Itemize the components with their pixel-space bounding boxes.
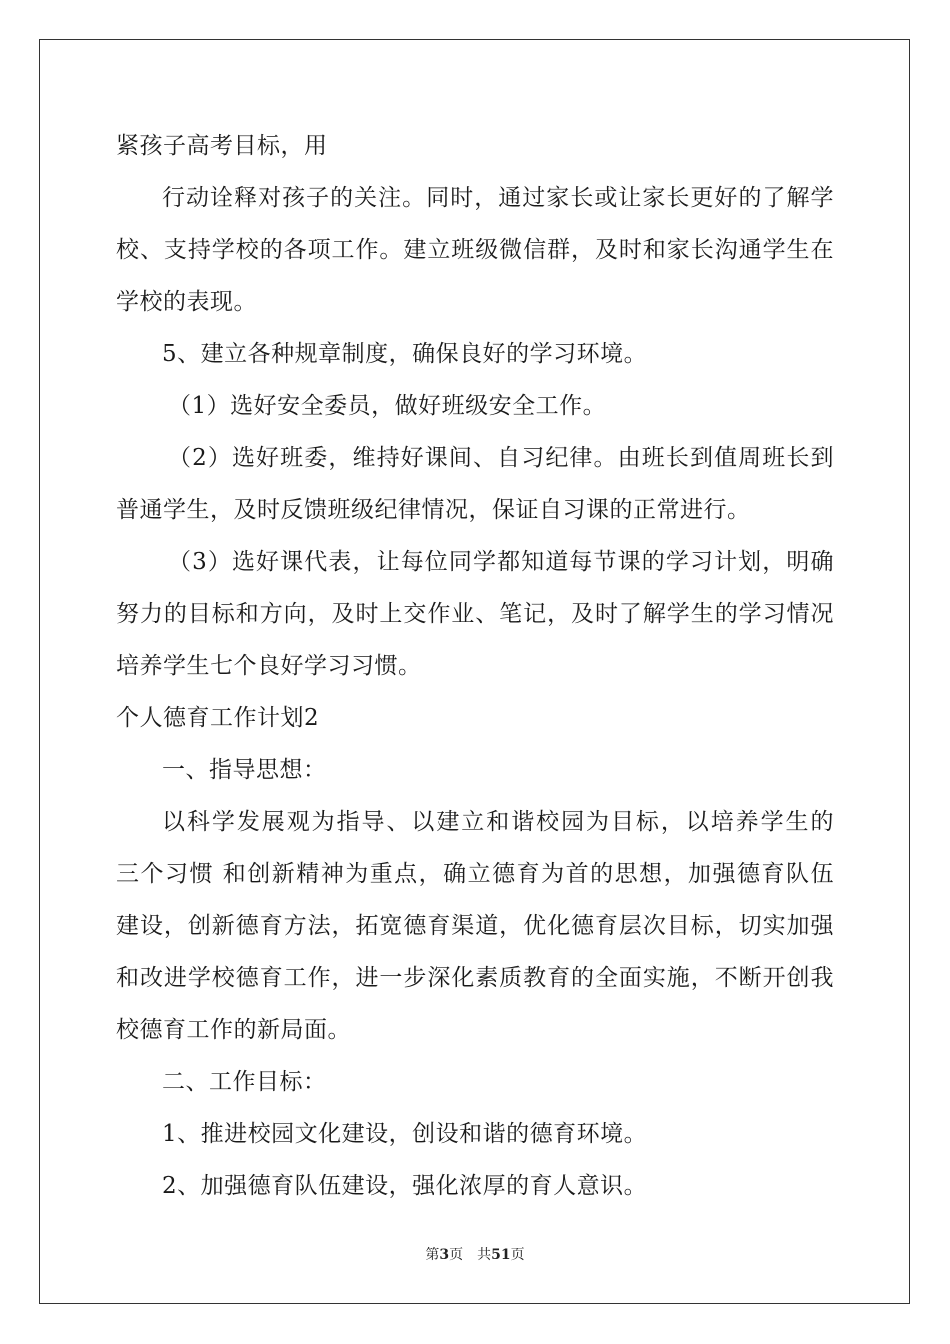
footer-page-number: 3 bbox=[439, 1247, 450, 1263]
text-line: 三个习惯 和创新精神为重点，确立德育为首的思想，加强德育队伍 bbox=[116, 861, 834, 887]
text-line: 培养学生七个良好学习习惯。 bbox=[116, 653, 422, 679]
text-line: 校德育工作的新局面。 bbox=[116, 1017, 351, 1043]
text-line: 行动诠释对孩子的关注。同时，通过家长或让家长更好的了解学 bbox=[162, 185, 834, 211]
footer-page-unit: 页 bbox=[449, 1247, 464, 1263]
text-line: 建设，创新德育方法，拓宽德育渠道，优化德育层次目标，切实加强 bbox=[116, 913, 834, 939]
footer-total-pages: 51 bbox=[491, 1247, 511, 1263]
text-line: 1、推进校园文化建设，创设和谐的德育环境。 bbox=[162, 1121, 648, 1147]
footer-total-unit: 页 bbox=[510, 1247, 525, 1263]
text-line: 努力的目标和方向，及时上交作业、笔记，及时了解学生的学习情况 bbox=[116, 601, 834, 627]
text-line: （3）选好课代表，让每位同学都知道每节课的学习计划，明确 bbox=[168, 549, 834, 575]
text-line: （1）选好安全委员，做好班级安全工作。 bbox=[168, 393, 607, 419]
page-footer bbox=[0, 1244, 950, 1264]
footer-total-prefix: 共 bbox=[477, 1247, 492, 1263]
text-line: 一、指导思想： bbox=[162, 757, 327, 783]
document-body bbox=[116, 120, 834, 1212]
text-line: 紧孩子高考目标，用 bbox=[116, 133, 328, 159]
text-line: 普通学生，及时反馈班级纪律情况，保证自习课的正常进行。 bbox=[116, 497, 751, 523]
footer-prefix: 第 bbox=[425, 1247, 440, 1263]
text-line: 和改进学校德育工作，进一步深化素质教育的全面实施，不断开创我 bbox=[116, 965, 834, 991]
text-line: （2）选好班委，维持好课间、自习纪律。由班长到值周班长到 bbox=[168, 445, 834, 471]
text-line: 以科学发展观为指导、以建立和谐校园为目标，以培养学生的 bbox=[162, 809, 834, 835]
text-line: 校、支持学校的各项工作。建立班级微信群，及时和家长沟通学生在 bbox=[116, 237, 834, 263]
text-line: 个人德育工作计划2 bbox=[116, 705, 320, 731]
text-line: 2、加强德育队伍建设，强化浓厚的育人意识。 bbox=[162, 1173, 648, 1199]
text-line: 学校的表现。 bbox=[116, 289, 257, 315]
text-line: 5、建立各种规章制度，确保良好的学习环境。 bbox=[162, 341, 648, 367]
text-line: 二、工作目标： bbox=[162, 1069, 327, 1095]
